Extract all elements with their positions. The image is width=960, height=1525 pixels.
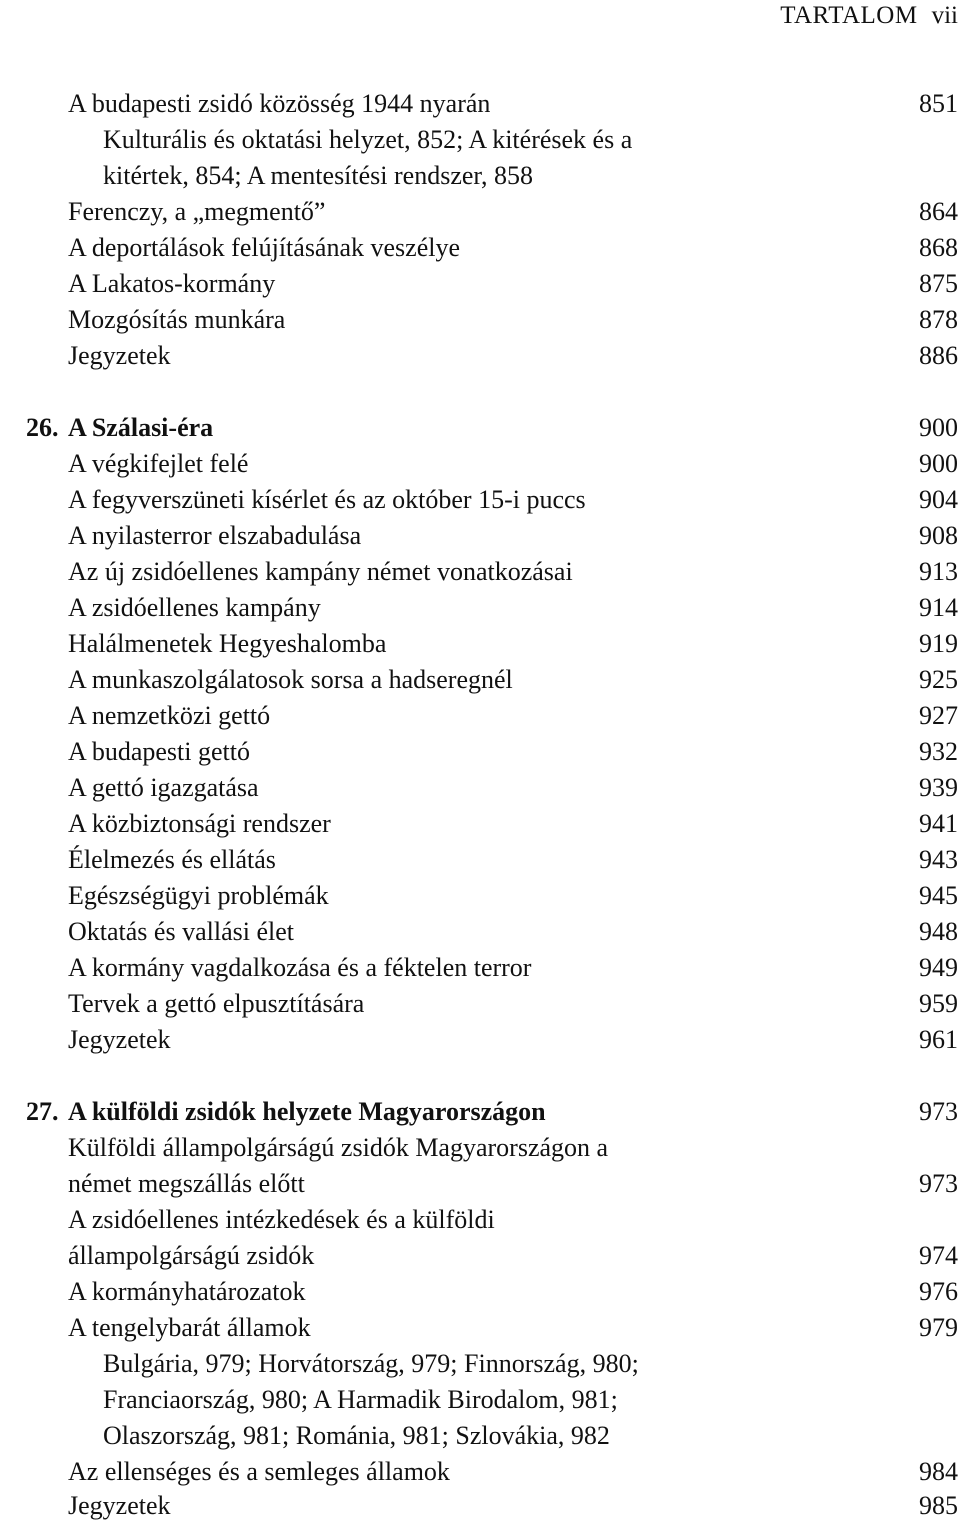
toc-entry-page: 851 bbox=[919, 89, 958, 118]
toc-entry-title: állampolgárságú zsidók bbox=[68, 1241, 315, 1270]
toc-entry-title: Jegyzetek bbox=[68, 1025, 171, 1054]
toc-entry-page: 959 bbox=[919, 989, 958, 1018]
toc-subentry bbox=[0, 123, 960, 157]
toc-entry-page: 948 bbox=[919, 917, 958, 946]
toc-entry-title: A tengelybarát államok bbox=[68, 1313, 311, 1342]
toc-entry-page: 900 bbox=[919, 449, 958, 478]
chapter-page: 900 bbox=[919, 413, 958, 442]
toc-entry-page: 961 bbox=[919, 1025, 958, 1054]
toc-entry bbox=[0, 987, 960, 1021]
toc-entry-title: Jegyzetek bbox=[68, 1491, 171, 1520]
chapter-number: 26. bbox=[26, 413, 59, 442]
toc-entry-page: 914 bbox=[919, 593, 958, 622]
toc-entry-page: 864 bbox=[919, 197, 958, 226]
toc-entry bbox=[0, 339, 960, 373]
toc-entry bbox=[0, 483, 960, 517]
toc-entry bbox=[0, 231, 960, 265]
toc-entry-page: 927 bbox=[919, 701, 958, 730]
toc-entry bbox=[0, 735, 960, 769]
toc-entry bbox=[0, 699, 960, 733]
chapter-title: A Szálasi-éra bbox=[68, 413, 214, 442]
toc-entry-title: Egészségügyi problémák bbox=[68, 881, 329, 910]
running-header-page-number: vii bbox=[931, 2, 958, 29]
toc-entry-page: 913 bbox=[919, 557, 958, 586]
toc-entry-title: Az új zsidóellenes kampány német vonatkozásai bbox=[68, 557, 573, 586]
toc-entry-page: 984 bbox=[919, 1457, 958, 1486]
toc-entry-title: A zsidóellenes kampány bbox=[68, 593, 321, 622]
toc-entry bbox=[0, 879, 960, 913]
toc-entry-title: Az ellenséges és a semleges államok bbox=[68, 1457, 450, 1486]
toc-entry-title: A nemzetközi gettó bbox=[68, 701, 271, 730]
toc-entry-page: 974 bbox=[919, 1241, 958, 1270]
toc-chapter-26 bbox=[0, 411, 960, 445]
toc-entry bbox=[0, 87, 960, 121]
toc-subentry bbox=[0, 159, 960, 193]
toc-subentry-text: Bulgária, 979; Horvátország, 979; Finnország, 980; bbox=[103, 1349, 639, 1378]
toc-entry-page: 878 bbox=[919, 305, 958, 334]
toc-entry bbox=[0, 807, 960, 841]
toc-entry-title: Ferenczy, a „megmentő” bbox=[68, 197, 326, 226]
toc-subentry bbox=[0, 1347, 960, 1381]
toc-entry-page: 875 bbox=[919, 269, 958, 298]
toc-subentry-text: Olaszország, 981; Románia, 981; Szlovákia, 982 bbox=[103, 1421, 610, 1450]
toc-entry-page: 979 bbox=[919, 1313, 958, 1342]
toc-entry-page: 939 bbox=[919, 773, 958, 802]
toc-entry-title: A Lakatos-kormány bbox=[68, 269, 276, 298]
toc-entry-page: 985 bbox=[919, 1491, 958, 1520]
toc-entry bbox=[0, 1455, 960, 1489]
chapter-title: A külföldi zsidók helyzete Magyarországon bbox=[68, 1097, 546, 1126]
toc-entry-title: A fegyverszüneti kísérlet és az október 15-i puccs bbox=[68, 485, 586, 514]
toc-entry bbox=[0, 195, 960, 229]
toc-entry bbox=[0, 555, 960, 589]
toc-entry-page: 943 bbox=[919, 845, 958, 874]
toc-entry-title: Élelmezés és ellátás bbox=[68, 845, 276, 874]
toc-entry bbox=[0, 951, 960, 985]
toc-entry bbox=[0, 519, 960, 553]
toc-entry-title: Halálmenetek Hegyeshalomba bbox=[68, 629, 387, 658]
toc-entry bbox=[0, 1203, 960, 1237]
toc-entry bbox=[0, 303, 960, 337]
toc-entry-page: 919 bbox=[919, 629, 958, 658]
toc-entry-page: 925 bbox=[919, 665, 958, 694]
toc-chapter-27 bbox=[0, 1095, 960, 1129]
toc-entry-title: Jegyzetek bbox=[68, 341, 171, 370]
toc-entry-title: Külföldi állampolgárságú zsidók Magyarországon a bbox=[68, 1133, 609, 1162]
toc-entry-page: 868 bbox=[919, 233, 958, 262]
toc-entry-page: 941 bbox=[919, 809, 958, 838]
toc-entry bbox=[0, 1489, 960, 1523]
toc-entry-page: 886 bbox=[919, 341, 958, 370]
toc-entry-title: A végkifejlet felé bbox=[68, 449, 249, 478]
toc-entry bbox=[0, 1131, 960, 1165]
toc-entry bbox=[0, 591, 960, 625]
toc-subentry bbox=[0, 1383, 960, 1417]
toc-entry bbox=[0, 663, 960, 697]
toc-entry bbox=[0, 447, 960, 481]
toc-entry bbox=[0, 1023, 960, 1057]
toc-entry-page: 976 bbox=[919, 1277, 958, 1306]
toc-subentry bbox=[0, 1419, 960, 1453]
toc-entry-page: 932 bbox=[919, 737, 958, 766]
toc-entry bbox=[0, 1167, 960, 1201]
toc-entry-page: 908 bbox=[919, 521, 958, 550]
toc-entry-title: A nyilasterror elszabadulása bbox=[68, 521, 362, 550]
toc-entry bbox=[0, 1239, 960, 1273]
toc-entry-title: A kormány vagdalkozása és a féktelen terror bbox=[68, 953, 532, 982]
toc-subentry-text: kitértek, 854; A mentesítési rendszer, 858 bbox=[103, 161, 534, 190]
toc-entry-title: A közbiztonsági rendszer bbox=[68, 809, 331, 838]
toc-subentry-text: Franciaország, 980; A Harmadik Birodalom, 981; bbox=[103, 1385, 618, 1414]
toc-entry-title: A zsidóellenes intézkedések és a külföldi bbox=[68, 1205, 495, 1234]
toc-entry bbox=[0, 771, 960, 805]
toc-entry bbox=[0, 267, 960, 301]
toc-entry-title: A deportálások felújításának veszélye bbox=[68, 233, 461, 262]
toc-entry-page: 973 bbox=[919, 1169, 958, 1198]
toc-entry bbox=[0, 843, 960, 877]
toc-entry-title: A munkaszolgálatosok sorsa a hadseregnél bbox=[68, 665, 513, 694]
toc-entry-title: A kormányhatározatok bbox=[68, 1277, 306, 1306]
toc-entry bbox=[0, 627, 960, 661]
toc-entry-page: 945 bbox=[919, 881, 958, 910]
toc-entry-title: Mozgósítás munkára bbox=[68, 305, 286, 334]
toc-entry-page: 949 bbox=[919, 953, 958, 982]
toc-entry-title: Tervek a gettó elpusztítására bbox=[68, 989, 365, 1018]
toc-entry-title: német megszállás előtt bbox=[68, 1169, 305, 1198]
chapter-page: 973 bbox=[919, 1097, 958, 1126]
toc-entry-page: 904 bbox=[919, 485, 958, 514]
toc-entry-title: A gettó igazgatása bbox=[68, 773, 259, 802]
toc-entry-title: Oktatás és vallási élet bbox=[68, 917, 294, 946]
running-header-title: TARTALOM bbox=[780, 2, 918, 29]
toc-entry-title: A budapesti gettó bbox=[68, 737, 250, 766]
toc-entry bbox=[0, 1311, 960, 1345]
chapter-number: 27. bbox=[26, 1097, 59, 1126]
toc-entry bbox=[0, 1275, 960, 1309]
toc-subentry-text: Kulturális és oktatási helyzet, 852; A kitérések és a bbox=[103, 125, 633, 154]
toc-entry bbox=[0, 915, 960, 949]
toc-entry-title: A budapesti zsidó közösség 1944 nyarán bbox=[68, 89, 491, 118]
